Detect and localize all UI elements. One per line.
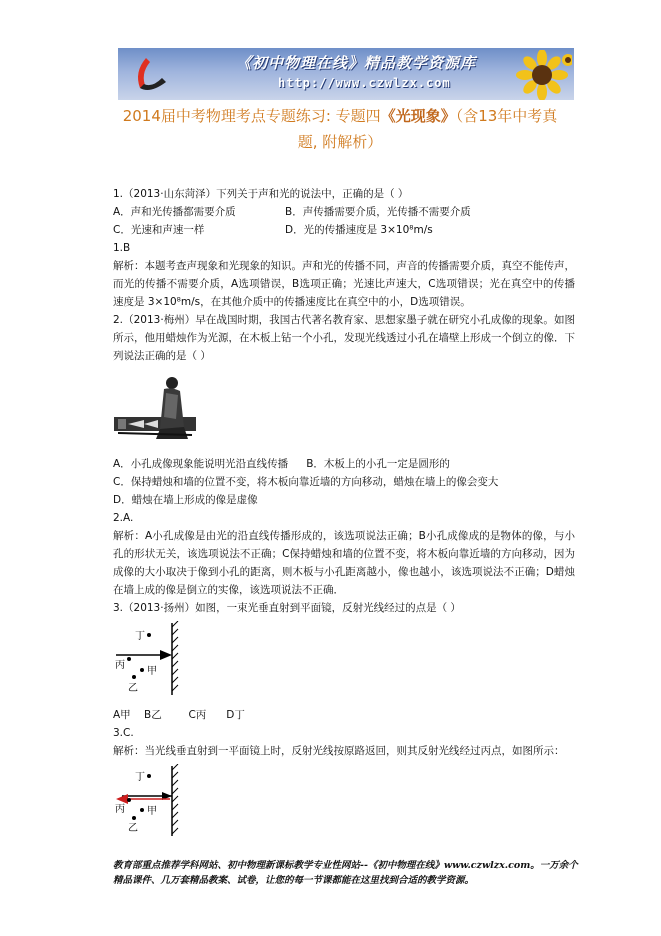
q2-option-a: A．小孔成像现象能说明光沿直线传播 <box>113 458 289 470</box>
q3-answer: 3.C. <box>113 727 134 739</box>
label-yi: 乙 <box>128 683 138 694</box>
q1-options-row2 <box>113 221 575 239</box>
label-bing: 丙 <box>115 660 125 671</box>
q3-analysis: 解析：当光线垂直射到一平面镜上时，反射光线按原路返回，则其反射光线经过丙点，如图所示： <box>113 745 565 757</box>
q1-stem: 1.（2013·山东菏泽）下列关于声和光的说法中，正确的是（ ） <box>113 188 409 200</box>
label-ding: 丁 <box>135 631 145 642</box>
q2-analysis: 解析：A小孔成像是由光的沿直线传播形成的，该选项说法正确；B小孔成像成的是物体的像，与小孔的形状无关，该选项说法不正确；C保持蜡烛和墙的位置不变，将木板向靠近墙的方向移动，因为成像的大小取决于像到小孔的距离，则木板与小孔距离越小，像也越小，该选项说法不正确；D蜡烛在墙上成的像是倒立的实像，该选项说法不正确． <box>113 530 575 596</box>
banner-title: 《初中物理在线》精品教学资源库 <box>236 54 477 72</box>
header-banner <box>118 48 574 100</box>
banner-url[interactable]: http://www.czwlzx.com <box>278 76 451 90</box>
label-ding-2: 丁 <box>135 772 145 783</box>
q1-answer: 1.B <box>113 242 131 254</box>
label-jia-2: 甲 <box>147 806 157 817</box>
q2-options-row1 <box>113 455 575 473</box>
q2-option-b: B．木板上的小孔一定是圆形的 <box>306 458 450 470</box>
page-footer: 教育部重点推荐学科网站、初中物理新课标教学专业性网站--《初中物理在线》www.czwlzx.com。一万余个精品课件、几万套精品教案、试卷，让您的每一节课都能在这里找到合适的教学资源。 <box>113 860 578 886</box>
pinhole-camera-illustration <box>114 369 196 445</box>
title-suffix: （含13年中考真 <box>455 107 558 125</box>
title-topic: 《光现象》 <box>380 107 456 125</box>
q1-options-row1 <box>113 203 575 221</box>
q1-option-b: B．声传播需要介质，光传播不需要介质 <box>285 206 471 218</box>
mirror-reflected-ray-diagram <box>114 764 186 836</box>
q1-option-a: A．声和光传播都需要介质 <box>113 206 236 218</box>
q3-options: A甲 B乙 C丙 D丁 <box>113 709 245 721</box>
q1-analysis: 解析：本题考查声现象和光现象的知识。声和光的传播不同，声音的传播需要介质，真空不能传声，而光的传播不需要介质，A选项错误，B选项正确；光速比声速大，C选项错误；光在真空中的传播速度是 3×10⁸m/s，在其他介质中的传播速度比在真空中的小，D选项错误。 <box>113 260 575 308</box>
q2-answer: 2.A. <box>113 512 134 524</box>
q1-option-d: D．光的传播速度是 3×10⁸m/s <box>285 224 433 236</box>
q2-option-c: C．保持蜡烛和墙的位置不变，将木板向靠近墙的方向移动，蜡烛在墙上的像会变大 <box>113 476 499 488</box>
q2-stem: 2.（2013·梅州）早在战国时期，我国古代著名教育家、思想家墨子就在研究小孔成像的现象。如图所示，他用蜡烛作为光源，在木板上钻一个小孔，发现光线透过小孔在墙壁上形成一个倒立的像．下列说法正确的是（ ） <box>113 314 575 362</box>
document-title <box>100 103 580 155</box>
q3-stem: 3.（2013·扬州）如图，一束光垂直射到平面镜，反射光线经过的点是（ ） <box>113 602 461 614</box>
q2-option-d: D．蜡烛在墙上形成的像是虚像 <box>113 494 258 506</box>
label-yi-2: 乙 <box>128 823 138 834</box>
label-jia: 甲 <box>147 666 157 677</box>
title-prefix: 2014届中考物理考点专题练习: 专题四 <box>122 107 381 125</box>
document-body <box>113 185 575 842</box>
sunflower-icon <box>502 50 572 100</box>
mirror-incident-ray-diagram <box>114 621 186 696</box>
q1-option-c: C．光速和声速一样 <box>113 224 205 236</box>
title-line2: 题, 附解析） <box>297 133 383 151</box>
site-logo-icon <box>126 54 170 94</box>
label-bing-2: 丙 <box>115 804 125 815</box>
